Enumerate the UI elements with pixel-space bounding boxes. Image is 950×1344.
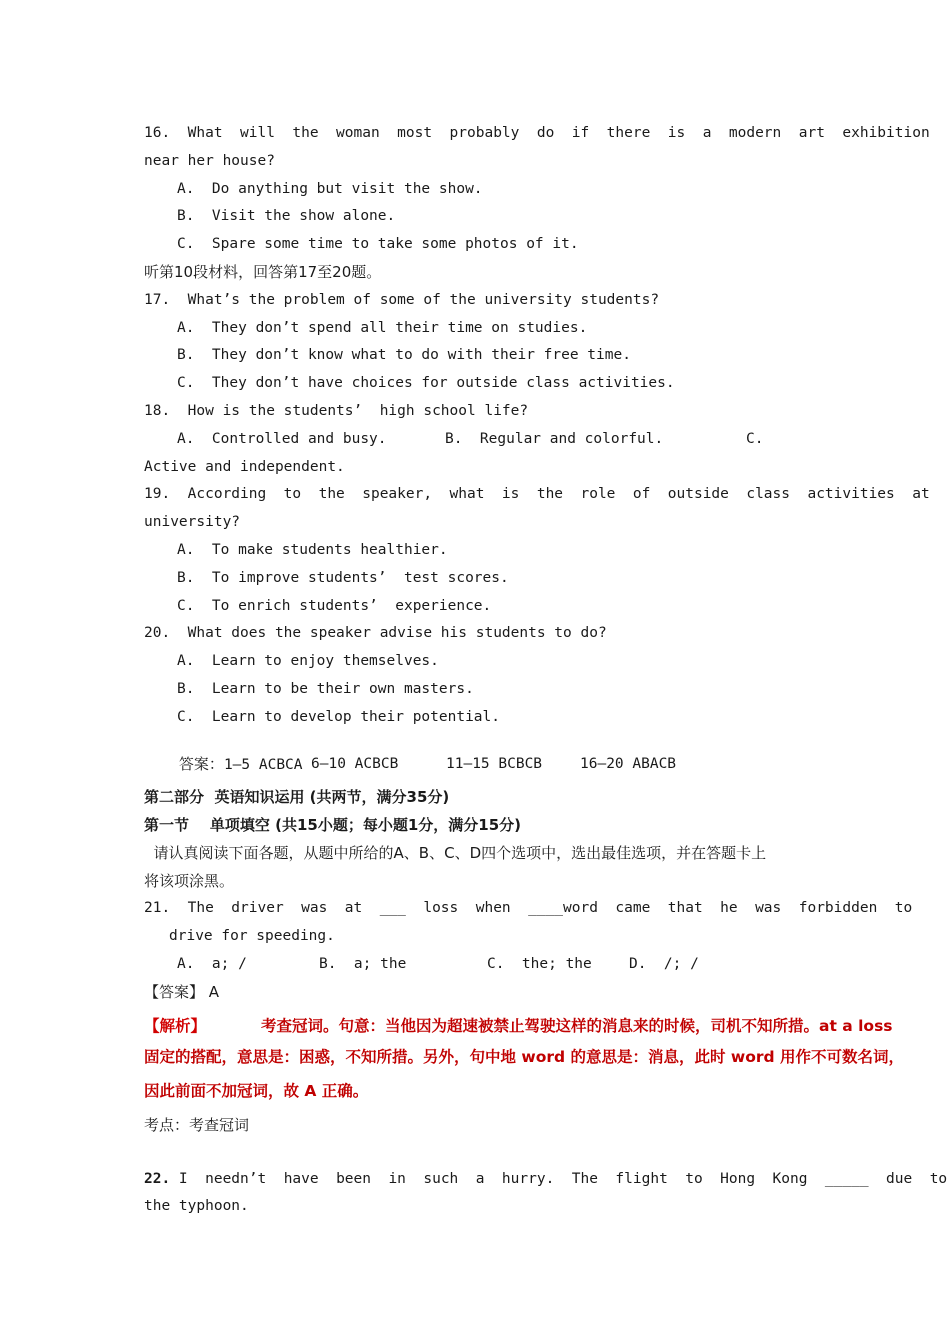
answer-key-label: 答案： — [178, 755, 224, 773]
q16-option-b: B. Visit the show alone. — [177, 208, 396, 224]
part2-title: 第二部分 英语知识运用 (共两节，满分35分) — [144, 788, 450, 806]
q22-stem-line1 — [144, 1169, 947, 1189]
q17-option-a: A. They don’t spend all their time on studies. — [177, 320, 588, 336]
q18-option-b: B. Regular and colorful. — [445, 431, 664, 447]
q21-analysis-line1 — [144, 1015, 893, 1037]
q19-option-b: B. To improve students’ test scores. — [177, 570, 509, 586]
q21-analysis-label: 【解析】 — [144, 1017, 207, 1035]
answer-group-3: 11—15 BCBCB — [446, 756, 543, 772]
answer-key — [144, 734, 677, 795]
q18-option-a: A. Controlled and busy. — [177, 431, 387, 447]
q18-stem: 18. How is the students’ high school life? — [144, 403, 529, 419]
q20-option-a: A. Learn to enjoy themselves. — [177, 653, 439, 669]
part2-instruction-line2: 将该项涂黑。 — [144, 872, 235, 890]
q20-option-b: B. Learn to be their own masters. — [177, 681, 474, 697]
q16-option-a: A. Do anything but visit the show. — [177, 181, 483, 197]
q20-option-c: C. Learn to develop their potential. — [177, 709, 501, 725]
q21-option-d: D. /; / — [629, 956, 699, 972]
answer-group-1: 1—5 ACBCA — [223, 757, 303, 773]
q22-number: 22. — [144, 1171, 171, 1187]
q19-option-c: C. To enrich students’ experience. — [177, 598, 492, 614]
q16-stem-line1: 16. What will the woman most probably do if there is a modern art exhibition — [144, 125, 930, 141]
q19-option-a: A. To make students healthier. — [177, 542, 448, 558]
q22-stem-line2: the typhoon. — [144, 1198, 249, 1214]
answer-group-4: 16—20 ABACB — [580, 756, 677, 772]
q19-stem-line1: 19. According to the speaker, what is the role of outside class activities at — [144, 486, 930, 502]
q21-knowledge-point: 考点：考查冠词 — [144, 1116, 250, 1134]
q21-analysis-text1: 考查冠词。句意：当他因为超速被禁止驾驶这样的消息来的时候，司机不知所措。at a loss — [261, 1017, 893, 1035]
q18-option-c-letter: C. — [746, 431, 764, 447]
q21-analysis-line2: 固定的搭配，意思是：困惑，不知所措。另外，句中地 word 的意思是：消息，此时 word 用作不可数名词， — [144, 1048, 905, 1066]
listening-section-10-instruction: 听第10段材料，回答第17至20题。 — [144, 263, 382, 281]
q21-option-a: A. a; / — [177, 956, 247, 972]
q18-option-c-text: Active and independent. — [144, 459, 345, 475]
q21-analysis-line3: 因此前面不加冠词，故 A 正确。 — [144, 1082, 369, 1100]
q21-stem-line1: 21. The driver was at ___ loss when ____word came that he was forbidden to — [144, 900, 913, 916]
q22-stem-text1: I needn’t have been in such a hurry. The flight to Hong Kong _____ due to — [170, 1171, 948, 1187]
answer-group-2: 6—10 ACBCB — [311, 756, 399, 772]
q21-answer: 【答案】 A — [144, 983, 220, 1001]
q17-option-c: C. They don’t have choices for outside class activities. — [177, 375, 675, 391]
q21-option-c: C. the; the — [487, 956, 592, 972]
q20-stem: 20. What does the speaker advise his students to do? — [144, 625, 607, 641]
q16-stem-line2: near her house? — [144, 153, 275, 169]
q21-stem-line2: drive for speeding. — [169, 928, 335, 944]
q16-option-c: C. Spare some time to take some photos of it. — [177, 236, 579, 252]
part2-section1-title: 第一节 单项填空 (共15小题；每小题1分，满分15分) — [144, 816, 522, 834]
q21-option-b: B. a; the — [319, 956, 407, 972]
q17-stem: 17. What’s the problem of some of the university students? — [144, 292, 660, 308]
q19-stem-line2: university? — [144, 514, 241, 530]
part2-instruction-line1: 请认真阅读下面各题，从题中所给的A、B、C、D四个选项中，选出最佳选项，并在答题卡上 — [144, 844, 767, 862]
q17-option-b: B. They don’t know what to do with their free time. — [177, 347, 631, 363]
